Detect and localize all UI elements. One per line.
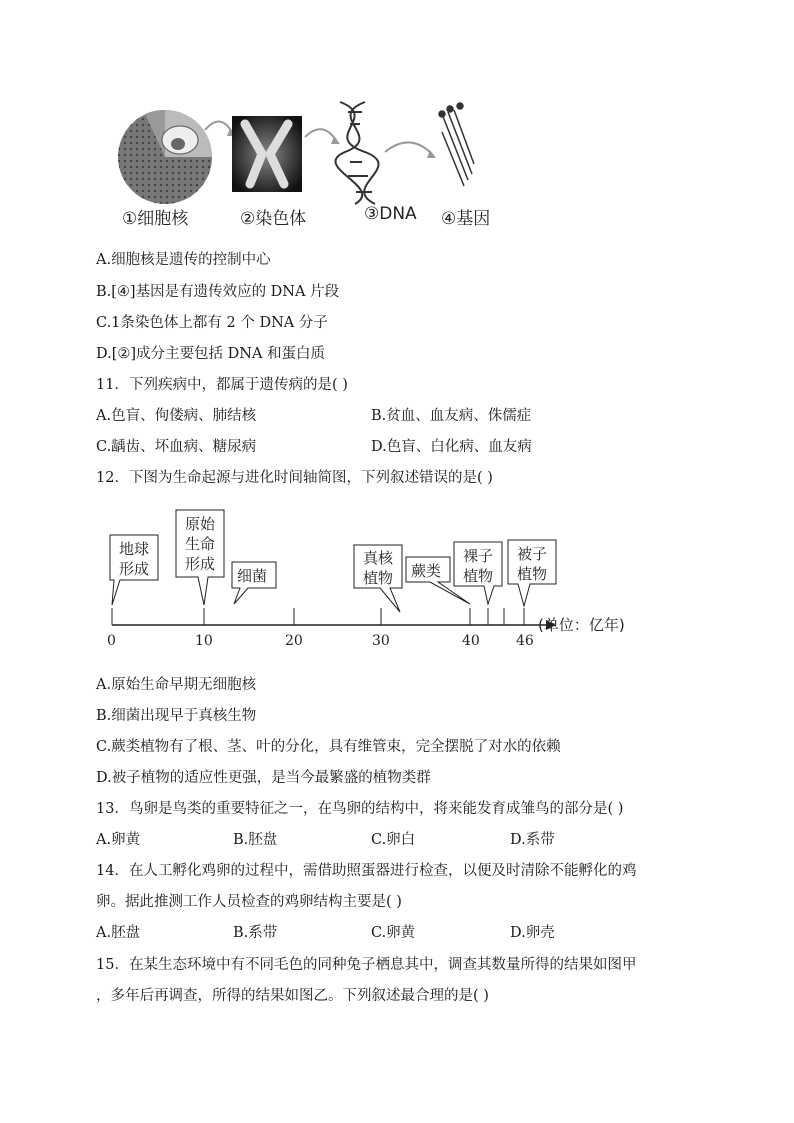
q11-stem: 11．下列疾病中，都属于遗传病的是( ) — [96, 377, 348, 393]
tick-label-40: 40 — [462, 633, 480, 649]
q14-option-b: B.系带 — [233, 925, 278, 941]
q15-stem-line1: 15．在某生态环境中有不同毛色的同种兔子栖息其中，调查其数量所得的结果如图甲 — [96, 957, 637, 973]
callout-eukaryotic-plants — [354, 545, 402, 612]
q12-stem: 12．下图为生命起源与进化时间轴简图，下列叙述错误的是( ) — [96, 470, 493, 486]
svg-text:植物: 植物 — [517, 565, 548, 583]
q11-option-a: A.色盲、佝偻病、肺结核 — [96, 408, 257, 424]
q10-option-c: C.1条染色体上都有 2 个 DNA 分子 — [96, 315, 328, 331]
tick-label-20: 20 — [285, 633, 303, 649]
svg-text:被子: 被子 — [517, 545, 548, 563]
svg-text:形成: 形成 — [119, 560, 150, 578]
nucleus-image — [118, 110, 212, 204]
q11-option-d: D.色盲、白化病、血友病 — [371, 439, 532, 455]
q12-option-b: B.细菌出现早于真核生物 — [96, 708, 257, 724]
q14-stem-line2: 卵。据此推测工作人员检查的鸡卵结构主要是( ) — [96, 894, 402, 910]
q12-option-d: D.被子植物的适应性更强，是当今最繁盛的植物类群 — [96, 770, 431, 786]
q11-option-c: C.龋齿、坏血病、糖尿病 — [96, 439, 257, 455]
tick-label-46: 46 — [516, 633, 534, 649]
q11-option-b: B.贫血、血友病、侏儒症 — [371, 408, 532, 424]
label-dna: ③DNA — [364, 204, 417, 224]
q10-option-a: A.细胞核是遗传的控制中心 — [96, 252, 271, 268]
svg-text:裸子: 裸子 — [463, 547, 494, 565]
svg-text:地球: 地球 — [119, 540, 150, 558]
callout-angiosperms — [508, 540, 556, 606]
q13-stem: 13．鸟卵是鸟类的重要特征之一，在鸟卵的结构中，将来能发育成雏鸟的部分是( ) — [96, 801, 624, 817]
svg-text:蕨类: 蕨类 — [411, 562, 442, 580]
q14-option-a: A.胚盘 — [96, 925, 141, 941]
callout-bacteria — [232, 562, 276, 604]
svg-text:植物: 植物 — [463, 567, 494, 585]
q13-option-d: D.系带 — [510, 832, 555, 848]
label-gene: ④基因 — [441, 209, 491, 229]
timeline-unit: (单位：亿年) — [538, 616, 625, 634]
tick-label-0: 0 — [107, 633, 116, 649]
q14-option-c: C.卵黄 — [371, 925, 416, 941]
dna-helix-image — [335, 102, 378, 204]
svg-text:生命: 生命 — [185, 535, 216, 553]
q14-stem-line1: 14．在人工孵化鸡卵的过程中，需借助照蛋器进行检查，以便及时清除不能孵化的鸡 — [96, 863, 637, 879]
svg-text:原始: 原始 — [185, 515, 216, 533]
q13-option-a: A.卵黄 — [96, 832, 141, 848]
q14-option-d: D.卵壳 — [510, 925, 555, 941]
q12-option-a: A.原始生命早期无细胞核 — [96, 677, 257, 693]
q10-option-b: B.[④]基因是有遗传效应的 DNA 片段 — [96, 284, 340, 300]
label-nucleus: ①细胞核 — [122, 209, 189, 229]
gene-image — [439, 103, 474, 186]
svg-text:植物: 植物 — [363, 569, 394, 587]
callout-gymnosperms — [454, 542, 502, 604]
svg-text:形成: 形成 — [185, 555, 216, 573]
callout-primitive-life — [176, 510, 224, 605]
callout-earth-formation — [110, 535, 158, 605]
evolution-timeline — [96, 500, 656, 660]
chromosome-image — [232, 116, 302, 192]
svg-text:真核: 真核 — [363, 549, 394, 567]
q13-option-c: C.卵白 — [371, 832, 416, 848]
tick-label-10: 10 — [195, 633, 213, 649]
label-chromosome: ②染色体 — [240, 209, 307, 229]
tick-label-30: 30 — [372, 633, 390, 649]
q10-option-d: D.[②]成分主要包括 DNA 和蛋白质 — [96, 346, 326, 362]
svg-text:细菌: 细菌 — [237, 567, 268, 585]
q13-option-b: B.胚盘 — [233, 832, 278, 848]
q12-option-c: C.蕨类植物有了根、茎、叶的分化，具有维管束，完全摆脱了对水的依赖 — [96, 739, 561, 755]
q15-stem-line2: ，多年后再调查，所得的结果如图乙。下列叙述最合理的是( ) — [96, 988, 489, 1004]
